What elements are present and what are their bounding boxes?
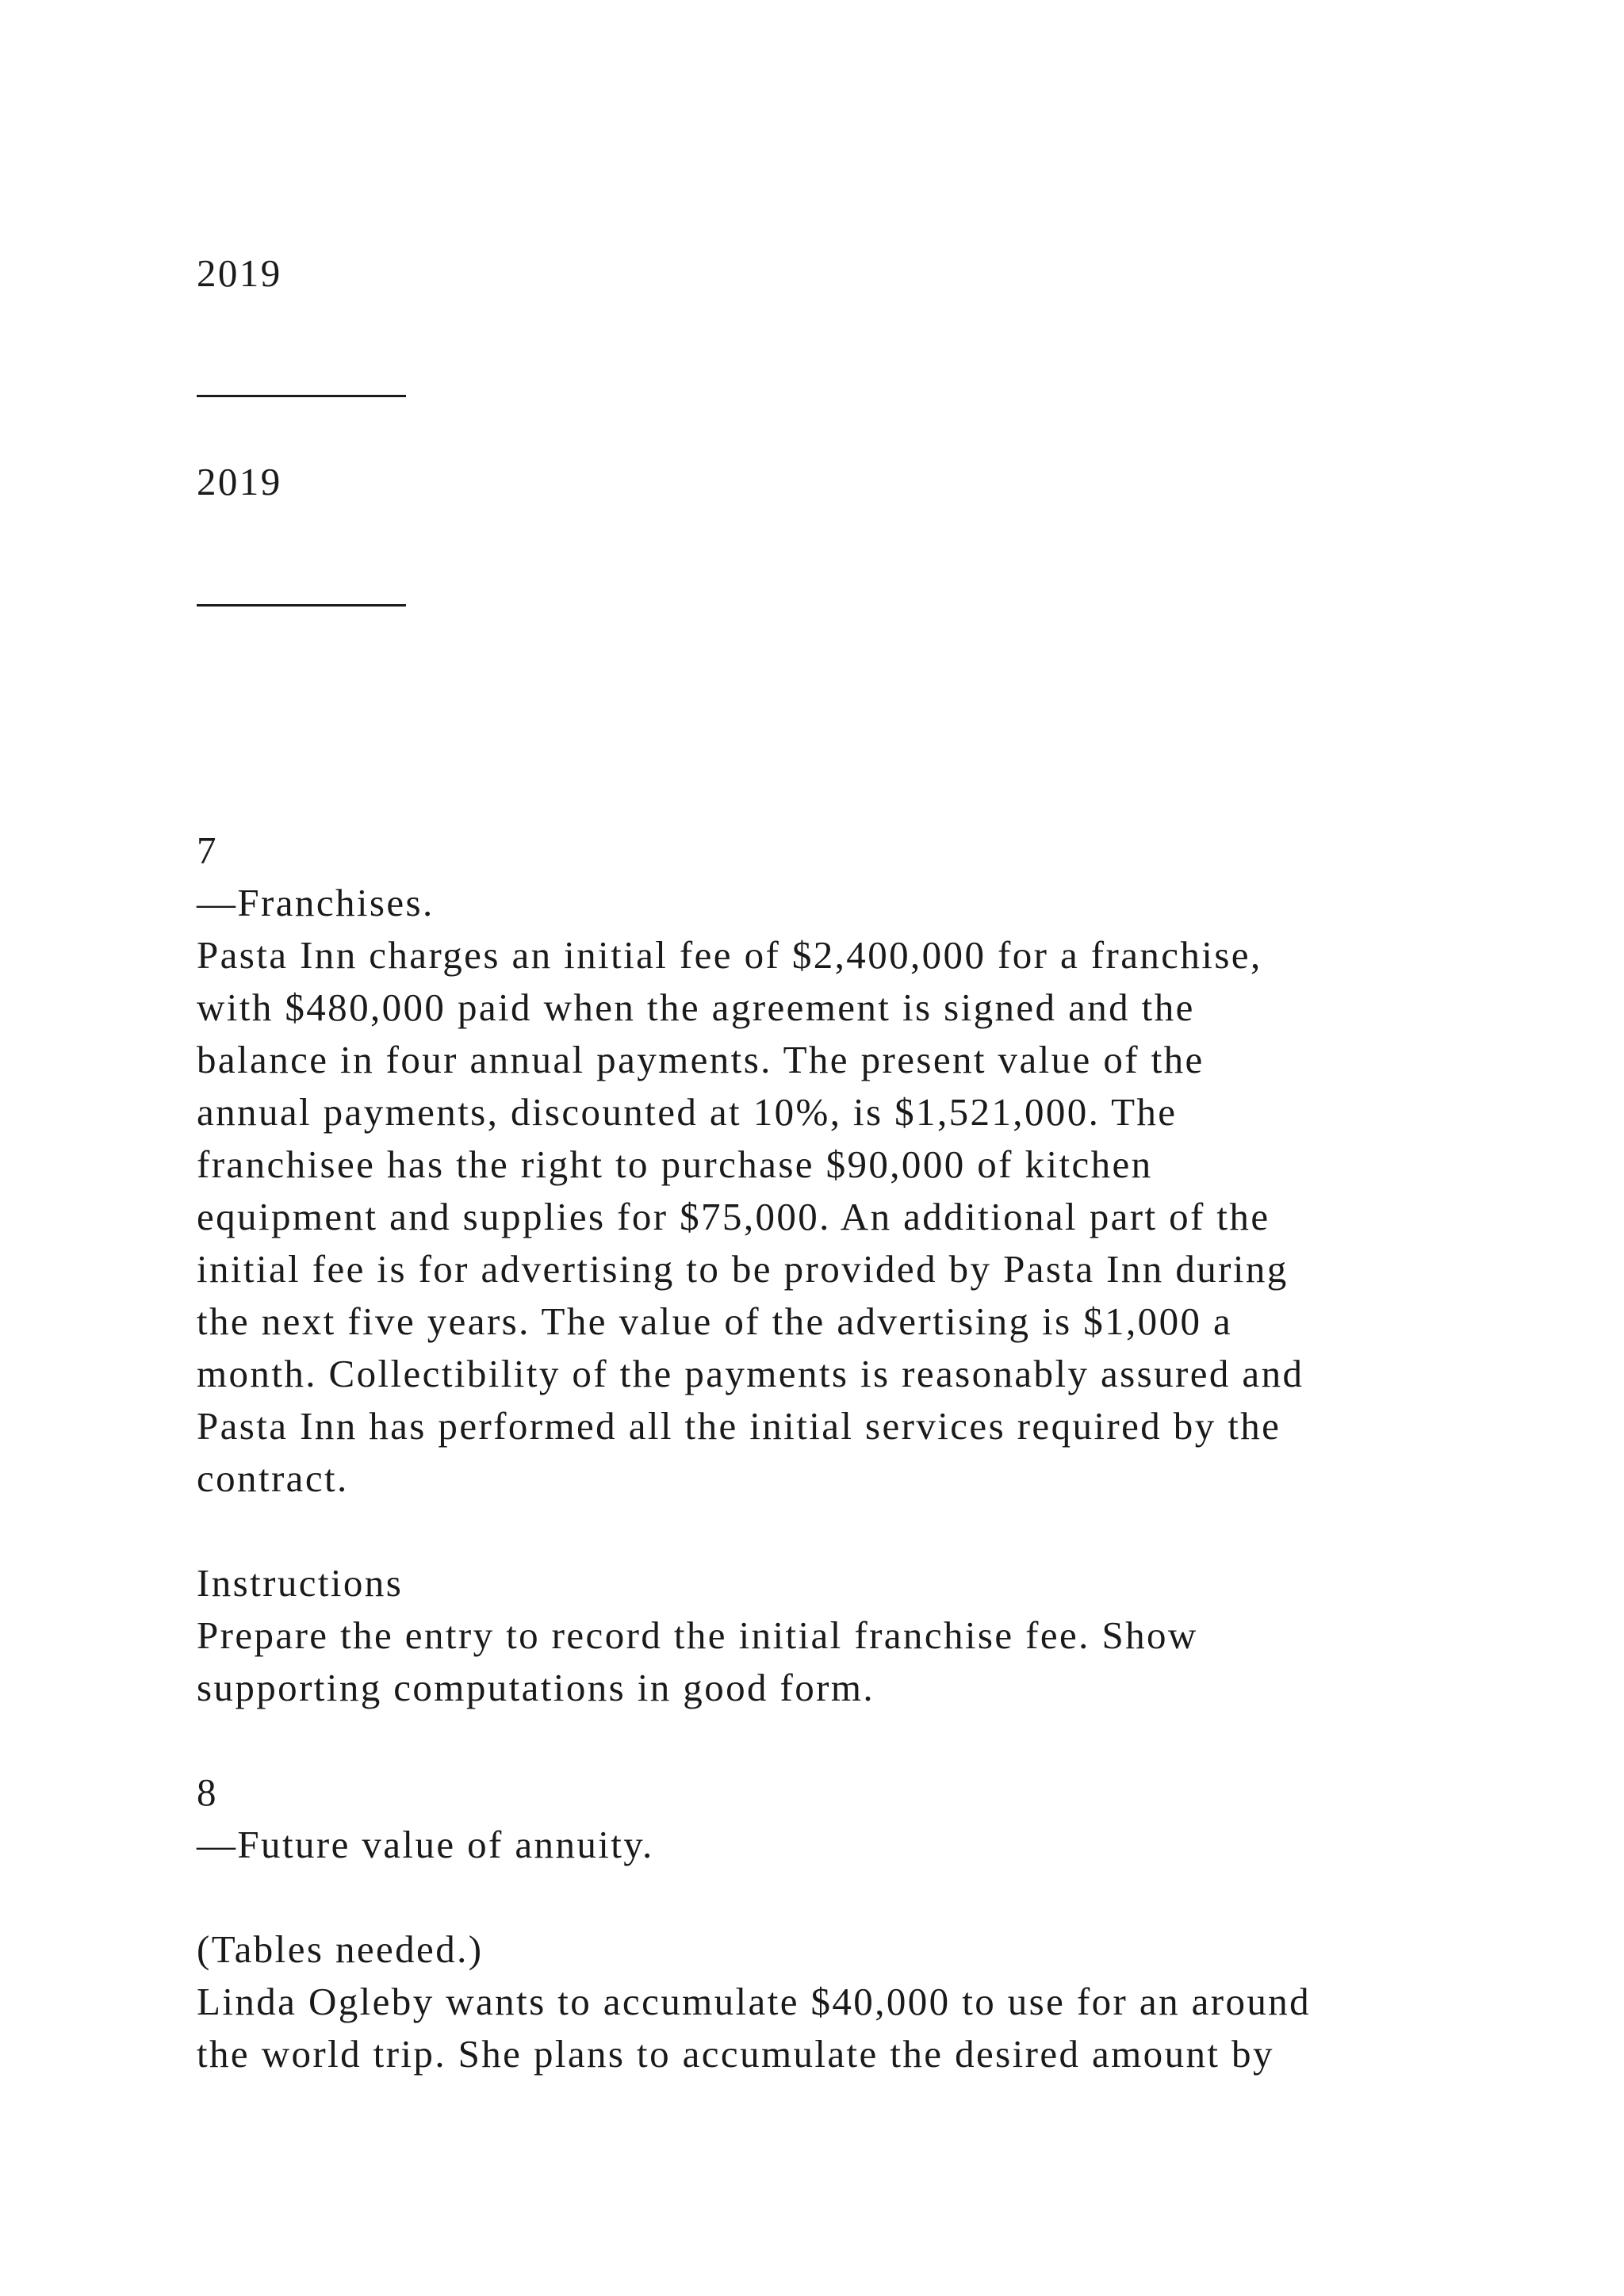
- problem-7-body-line: equipment and supplies for $75,000. An additional part of the: [197, 1195, 1270, 1238]
- year-label-2: 2019: [197, 460, 282, 503]
- blank-answer-line-1: [197, 395, 406, 397]
- blank-answer-line-2: [197, 604, 406, 607]
- problem-7-body-line: initial fee is for advertising to be provided by Pasta Inn during: [197, 1247, 1289, 1291]
- problem-7-body-line: balance in four annual payments. The present value of the: [197, 1038, 1205, 1081]
- problem-7-title: —Franchises.: [197, 881, 435, 924]
- problem-7-body-line: month. Collectibility of the payments is reasonably assured and: [197, 1352, 1304, 1395]
- problem-7-body-line: the next five years. The value of the advertising is $1,000 a: [197, 1299, 1233, 1343]
- problem-7-body-line: Pasta Inn has performed all the initial services required by the: [197, 1404, 1281, 1448]
- problem-8-note: (Tables needed.): [197, 1927, 484, 1971]
- problem-8-number: 8: [197, 1770, 218, 1814]
- problem-8-body-line: Linda Ogleby wants to accumulate $40,000 to use for an around: [197, 1980, 1312, 2023]
- instructions-line: supporting computations in good form.: [197, 1666, 875, 1709]
- instructions-heading: Instructions: [197, 1561, 404, 1605]
- problem-7-body-line: annual payments, discounted at 10%, is $1,521,000. The: [197, 1090, 1178, 1134]
- problem-7-body-line: franchisee has the right to purchase $90,000 of kitchen: [197, 1142, 1153, 1186]
- problem-8-body-line: the world trip. She plans to accumulate the desired amount by: [197, 2032, 1274, 2076]
- problem-7-body-line: contract.: [197, 1456, 349, 1500]
- problem-7-number: 7: [197, 828, 218, 872]
- instructions-line: Prepare the entry to record the initial franchise fee. Show: [197, 1613, 1198, 1657]
- problem-7-body-line: Pasta Inn charges an initial fee of $2,400,000 for a franchise,: [197, 933, 1262, 977]
- year-label-1: 2019: [197, 251, 282, 295]
- problem-7-body-line: with $480,000 paid when the agreement is signed and the: [197, 985, 1195, 1029]
- problem-8-title: —Future value of annuity.: [197, 1823, 654, 1866]
